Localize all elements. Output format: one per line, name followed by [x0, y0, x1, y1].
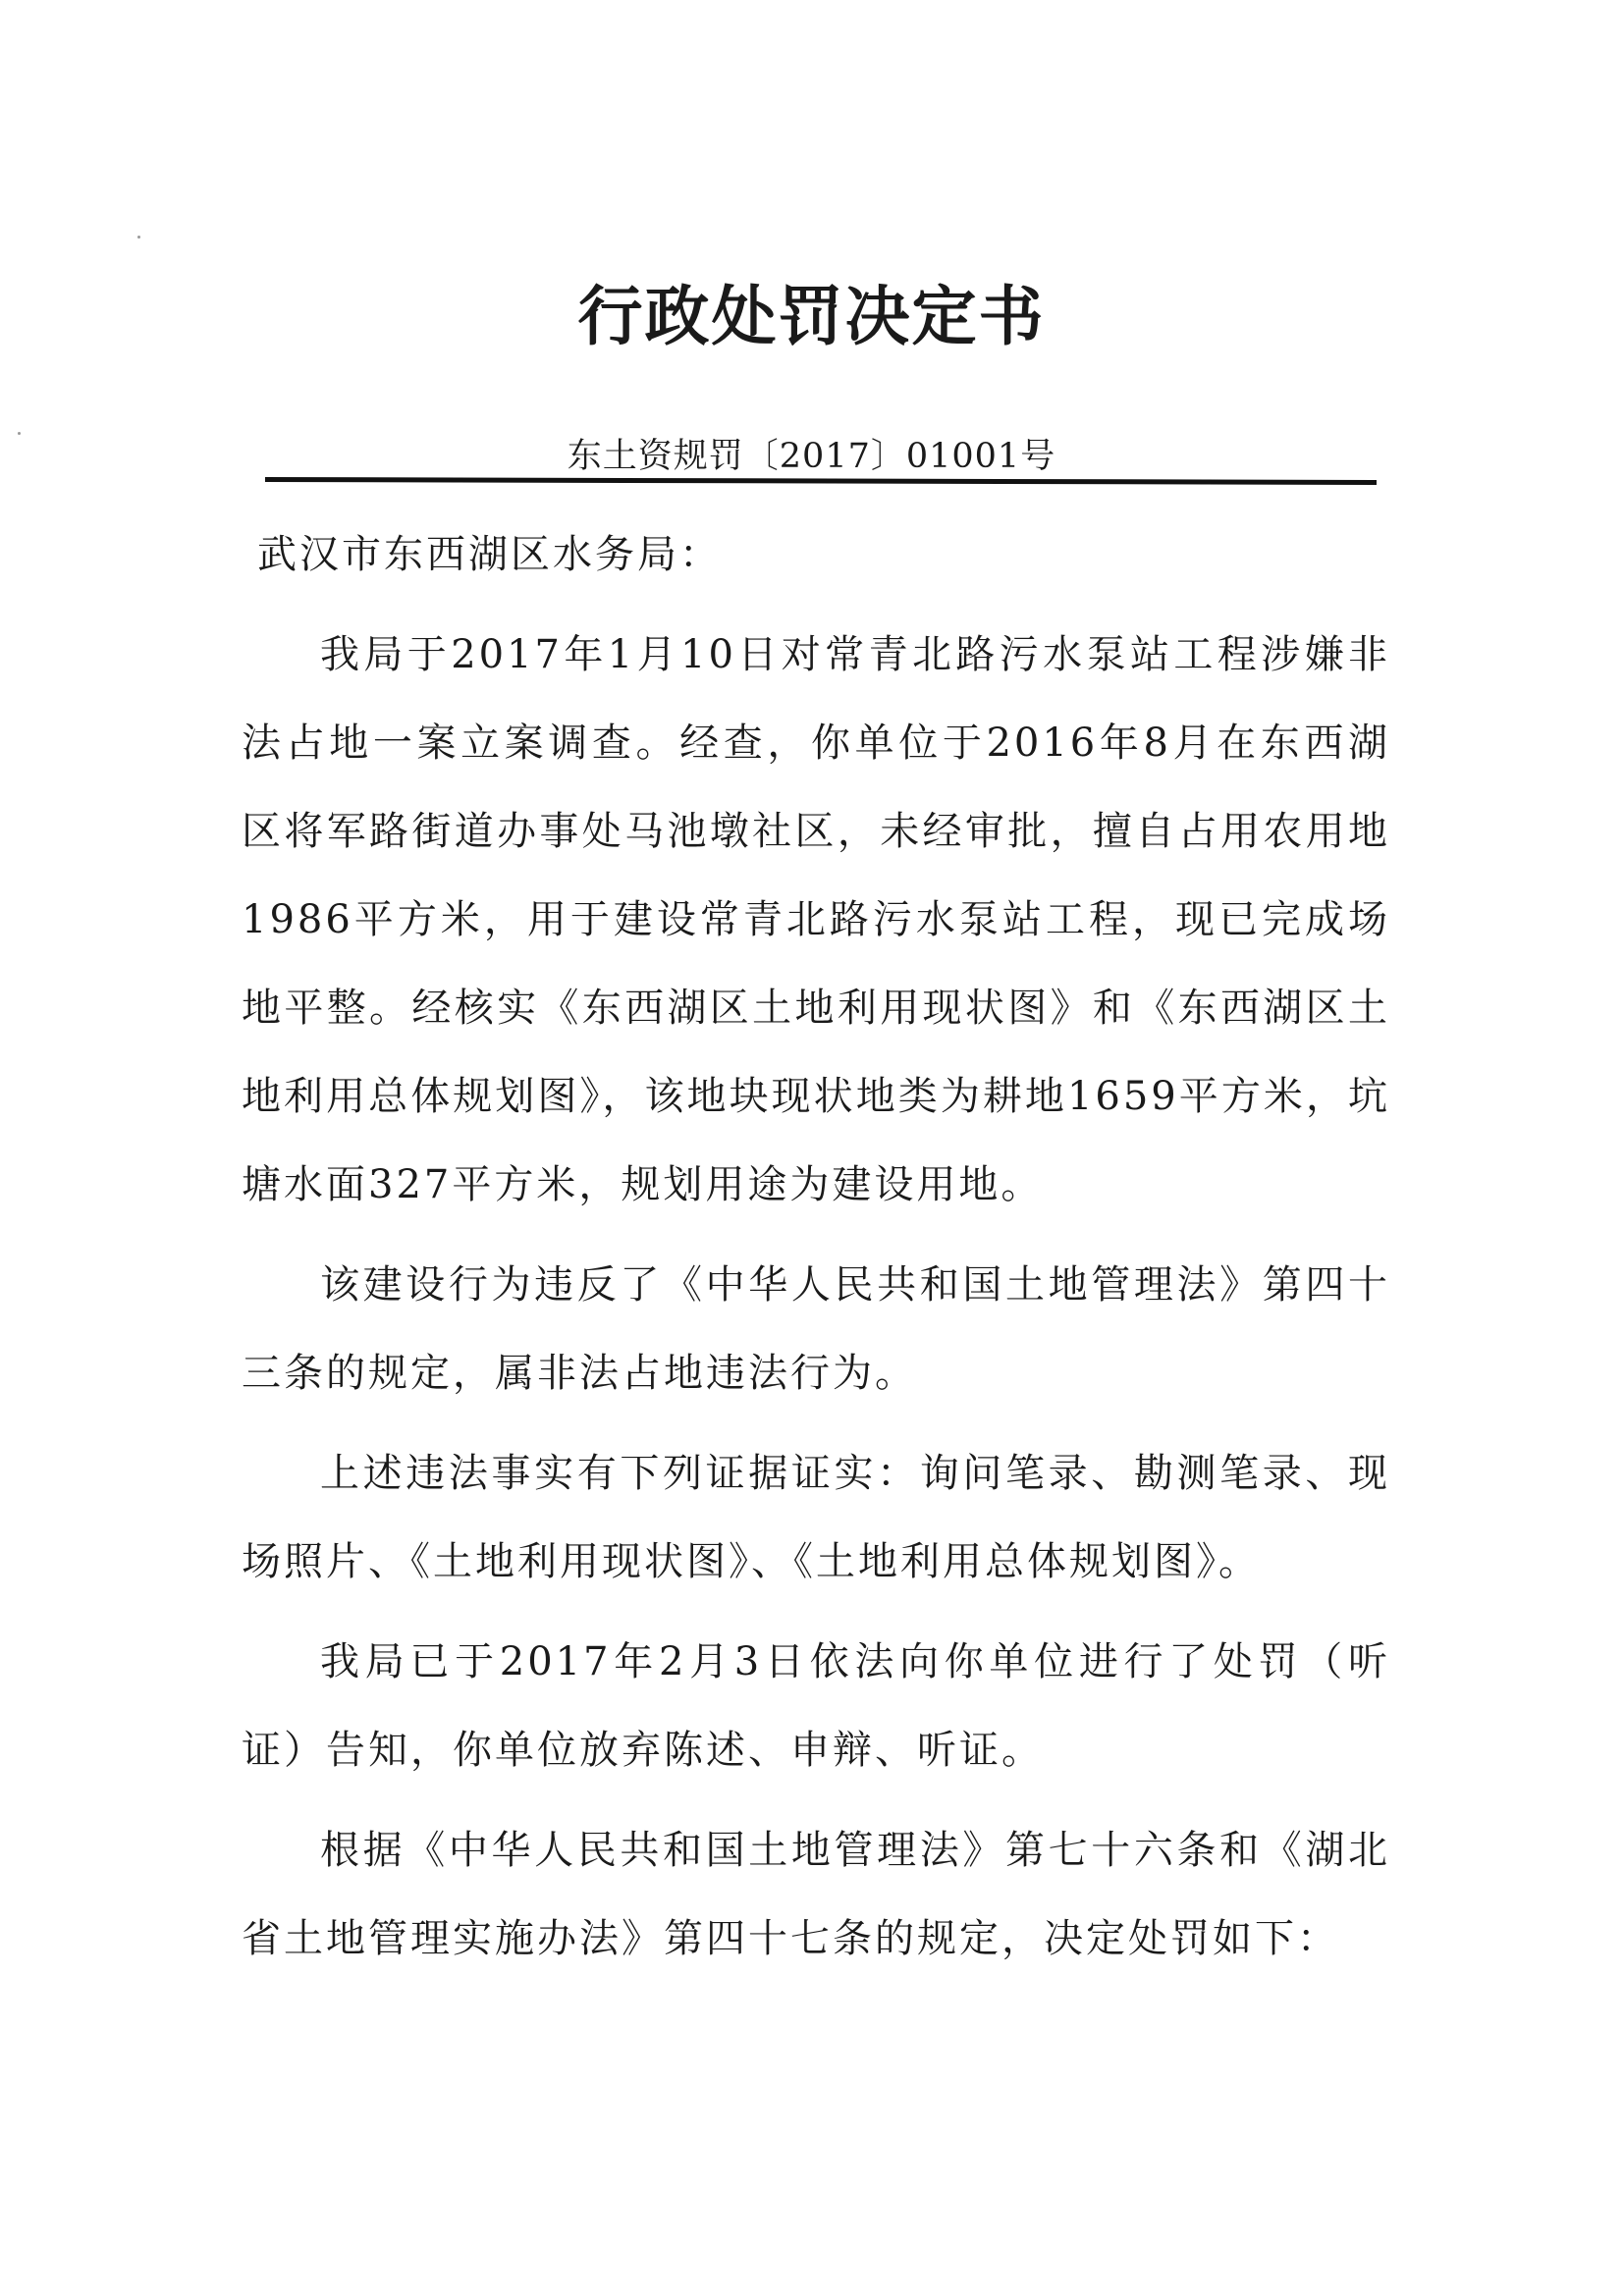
- document-number: 东土资规罚〔2017〕01001号: [567, 437, 1056, 476]
- document-title: 行政处罚决定书: [577, 278, 1046, 354]
- paragraph-notice: 我局已于2017年2月3日依法向你单位进行了处罚（听证）告知，你单位放弃陈述、申辩、听证。: [242, 1639, 1390, 1773]
- scan-artifact: [137, 236, 140, 239]
- paragraph-evidence: 上述违法事实有下列证据证实：询问笔录、勘测笔录、现场照片、《土地利用现状图》、《土地利用总体规划图》。: [242, 1451, 1390, 1584]
- addressee: 武汉市东西湖区水务局：: [257, 532, 722, 577]
- paragraph-violation: 该建设行为违反了《中华人民共和国土地管理法》第四十三条的规定，属非法占地违法行为。: [242, 1262, 1390, 1396]
- paragraph-findings: 我局于2017年1月10日对常青北路污水泵站工程涉嫌非法占地一案立案调查。经查，你单位于2016年8月在东西湖区将军路街道办事处马池墩社区，未经审批，擅自占用农用地1986平方米，用于建设常青北路污水泵站工程，现已完成场地平整。经核实《东西湖区土地利用现状图》和《东西湖区土地利用总体规划图》，该地块现状地类为耕地1659平方米，坑塘水面327平方米，规划用途为建设用地。: [242, 632, 1390, 1207]
- paragraph-decision: 根据《中华人民共和国土地管理法》第七十六条和《湖北省土地管理实施办法》第四十七条的规定，决定处罚如下：: [242, 1828, 1390, 1961]
- document-body: [242, 611, 1390, 1983]
